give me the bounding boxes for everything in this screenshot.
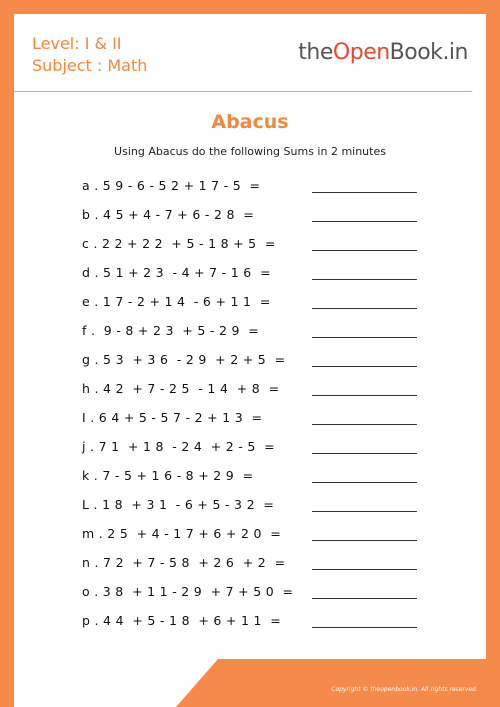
worksheet-title: Abacus — [211, 111, 289, 133]
worksheet-page — [14, 14, 486, 707]
logo-text-the: the — [298, 40, 333, 65]
answer-line — [312, 540, 417, 541]
subject-label: Subject : Math — [32, 56, 148, 75]
problem-a: a . 5 9 - 6 - 5 2 + 1 7 - 5 = — [82, 178, 261, 193]
problem-c: c . 2 2 + 2 2 + 5 - 1 8 + 5 = — [82, 236, 276, 251]
site-logo — [298, 40, 468, 65]
problem-l: L . 1 8 + 3 1 - 6 + 5 - 3 2 = — [82, 497, 275, 512]
level-label: Level: I & II — [32, 34, 122, 53]
problem-k: k . 7 - 5 + 1 6 - 8 + 2 9 = — [82, 468, 254, 483]
answer-line — [312, 511, 417, 512]
answer-line — [312, 598, 417, 599]
answer-line — [312, 424, 417, 425]
answer-line — [312, 453, 417, 454]
logo-text-open: Open — [332, 40, 390, 65]
problem-d: d . 5 1 + 2 3 - 4 + 7 - 1 6 = — [82, 265, 271, 280]
answer-line — [312, 192, 417, 193]
problem-j: j . 7 1 + 1 8 - 2 4 + 2 - 5 = — [82, 439, 275, 454]
header-divider — [14, 91, 472, 92]
problem-o: o . 3 8 + 1 1 - 2 9 + 7 + 5 0 = — [82, 584, 294, 599]
answer-line — [312, 308, 417, 309]
answer-line — [312, 366, 417, 367]
answer-line — [312, 627, 417, 628]
problem-m: m . 2 5 + 4 - 1 7 + 6 + 2 0 = — [82, 526, 282, 541]
footer-band — [176, 659, 486, 707]
answer-line — [312, 250, 417, 251]
copyright-text: Copyright © theopenbook.in. All rights reserved — [331, 686, 476, 693]
problem-g: g . 5 3 + 3 6 - 2 9 + 2 + 5 = — [82, 352, 286, 367]
problem-h: h . 4 2 + 7 - 2 5 - 1 4 + 8 = — [82, 381, 280, 396]
answer-line — [312, 395, 417, 396]
answer-line — [312, 482, 417, 483]
instructions: Using Abacus do the following Sums in 2 minutes — [114, 145, 386, 158]
problem-b: b . 4 5 + 4 - 7 + 6 - 2 8 = — [82, 207, 255, 222]
answer-line — [312, 569, 417, 570]
logo-text-book: Book — [389, 40, 443, 65]
answer-line — [312, 221, 417, 222]
problem-n: n . 7 2 + 7 - 5 8 + 2 6 + 2 = — [82, 555, 286, 570]
problem-f: f . 9 - 8 + 2 3 + 5 - 2 9 = — [82, 323, 260, 338]
problem-p: p . 4 4 + 5 - 1 8 + 6 + 1 1 = — [82, 613, 282, 628]
problem-i: I . 6 4 + 5 - 5 7 - 2 + 1 3 = — [82, 410, 263, 425]
answer-line — [312, 279, 417, 280]
answer-line — [312, 337, 417, 338]
problem-e: e . 1 7 - 2 + 1 4 - 6 + 1 1 = — [82, 294, 271, 309]
logo-text-domain: .in — [442, 40, 468, 65]
